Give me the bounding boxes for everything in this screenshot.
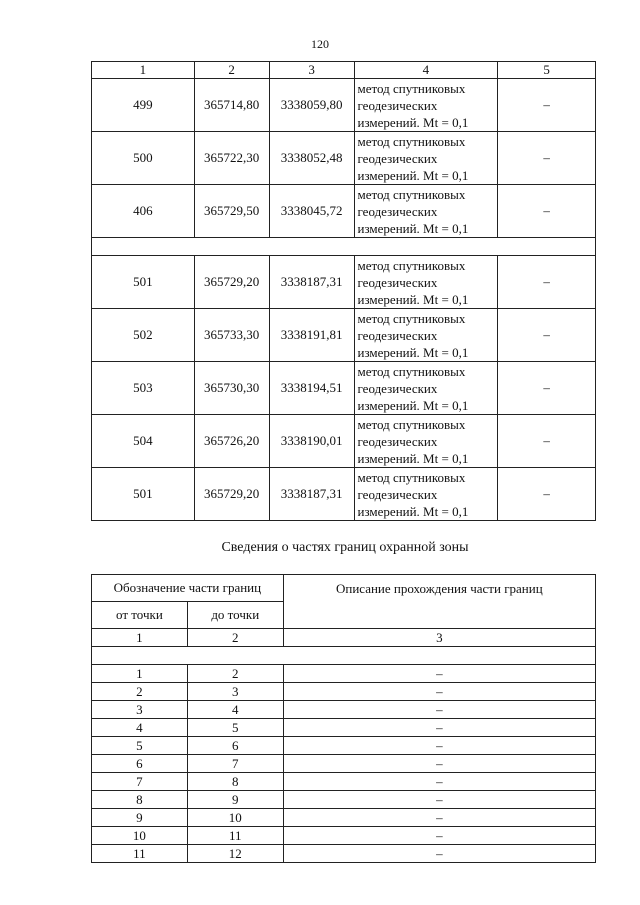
to-point: 6 [187,737,283,755]
x-coordinate: 365729,50 [194,185,269,238]
method-line: метод спутниковых [357,469,466,485]
col-header-5: 5 [498,62,596,79]
method-line: геодезических [357,274,438,290]
y-coordinate: 3338052,48 [269,132,354,185]
boundary-part-row [92,845,596,863]
point-number: 406 [92,185,195,238]
point-number: 499 [92,79,195,132]
part-description: – [283,845,595,863]
coordinate-row [92,79,596,132]
coordinate-row [92,415,596,468]
to-point: 3 [187,683,283,701]
part-description: – [283,773,595,791]
from-point: 2 [92,683,188,701]
to-point: 9 [187,791,283,809]
part-description: – [283,791,595,809]
note-cell: – [498,415,596,468]
method-cell [354,79,498,132]
boundary-part-row [92,719,596,737]
from-point: 8 [92,791,188,809]
to-point-header: до точки [187,602,283,629]
y-coordinate: 3338194,51 [269,362,354,415]
method-line: измерений. Mt = 0,1 [357,220,469,236]
x-coordinate: 365722,30 [194,132,269,185]
method-line: геодезических [357,486,438,502]
coordinate-row [92,132,596,185]
boundary-part-row [92,755,596,773]
to-point: 8 [187,773,283,791]
coordinates-table [91,61,596,521]
from-point: 9 [92,809,188,827]
method-line: геодезических [357,327,438,343]
method-cell [354,132,498,185]
col-header-3: 3 [269,62,354,79]
coordinate-row [92,185,596,238]
method-line: метод спутниковых [357,310,466,326]
to-point: 4 [187,701,283,719]
to-point: 2 [187,665,283,683]
from-point-header: от точки [92,602,188,629]
method-line: метод спутниковых [357,416,466,432]
point-number: 503 [92,362,195,415]
boundary-part-row [92,665,596,683]
from-point: 7 [92,773,188,791]
method-line: измерений. Mt = 0,1 [357,167,469,183]
x-coordinate: 365714,80 [194,79,269,132]
part-description: – [283,665,595,683]
to-point: 11 [187,827,283,845]
note-cell: – [498,79,596,132]
part-description: – [283,755,595,773]
x-coordinate: 365726,20 [194,415,269,468]
part-description: – [283,683,595,701]
boundary-part-row [92,827,596,845]
y-coordinate: 3338191,81 [269,309,354,362]
method-line: метод спутниковых [357,363,466,379]
part-description: – [283,719,595,737]
section-gap-row [92,238,596,256]
part-description: – [283,827,595,845]
boundary-part-row [92,737,596,755]
col-header-1: 1 [92,62,195,79]
col-header-4: 4 [354,62,498,79]
group-header: Обозначение части границ [92,575,284,602]
col-number-1: 1 [92,629,188,647]
from-point: 3 [92,701,188,719]
note-cell: – [498,362,596,415]
col-number-3: 3 [283,629,595,647]
method-line: геодезических [357,203,438,219]
coordinate-row [92,309,596,362]
x-coordinate: 365733,30 [194,309,269,362]
method-cell [354,415,498,468]
y-coordinate: 3338045,72 [269,185,354,238]
method-line: метод спутниковых [357,186,466,202]
method-line: измерений. Mt = 0,1 [357,397,469,413]
method-line: измерений. Mt = 0,1 [357,291,469,307]
y-coordinate: 3338187,31 [269,256,354,309]
to-point: 12 [187,845,283,863]
description-header: Описание прохождения части границ [283,575,595,629]
method-cell [354,256,498,309]
x-coordinate: 365730,30 [194,362,269,415]
method-line: геодезических [357,380,438,396]
method-cell [354,309,498,362]
method-cell [354,185,498,238]
method-line: метод спутниковых [357,133,466,149]
method-line: геодезических [357,433,438,449]
from-point: 5 [92,737,188,755]
parts-blank-row [92,647,596,665]
to-point: 7 [187,755,283,773]
point-number: 504 [92,415,195,468]
parts-header-row-1 [92,575,596,602]
x-coordinate: 365729,20 [194,256,269,309]
y-coordinate: 3338187,31 [269,468,354,521]
method-line: геодезических [357,97,438,113]
note-cell: – [498,132,596,185]
part-description: – [283,701,595,719]
boundary-part-row [92,773,596,791]
coordinates-header-row [92,62,596,79]
blank-cell [92,647,596,665]
method-line: геодезических [357,150,438,166]
coordinate-row [92,362,596,415]
point-number: 501 [92,468,195,521]
from-point: 6 [92,755,188,773]
to-point: 10 [187,809,283,827]
method-cell [354,468,498,521]
point-number: 500 [92,132,195,185]
from-point: 10 [92,827,188,845]
parts-number-row [92,629,596,647]
to-point: 5 [187,719,283,737]
boundary-part-row [92,683,596,701]
note-cell: – [498,185,596,238]
method-line: измерений. Mt = 0,1 [357,503,469,519]
boundary-parts-table [91,574,596,863]
from-point: 4 [92,719,188,737]
method-line: метод спутниковых [357,257,466,273]
point-number: 502 [92,309,195,362]
y-coordinate: 3338059,80 [269,79,354,132]
method-line: измерений. Mt = 0,1 [357,450,469,466]
boundary-part-row [92,791,596,809]
point-number: 501 [92,256,195,309]
from-point: 11 [92,845,188,863]
page-number: 120 [311,37,329,51]
col-number-2: 2 [187,629,283,647]
method-line: измерений. Mt = 0,1 [357,114,469,130]
note-cell: – [498,468,596,521]
part-description: – [283,737,595,755]
from-point: 1 [92,665,188,683]
section-title: Сведения о частях границ охранной зоны [221,540,469,555]
x-coordinate: 365729,20 [194,468,269,521]
boundary-part-row [92,809,596,827]
boundary-part-row [92,701,596,719]
method-line: метод спутниковых [357,80,466,96]
coordinate-row [92,468,596,521]
part-description: – [283,809,595,827]
col-header-2: 2 [194,62,269,79]
note-cell: – [498,309,596,362]
method-cell [354,362,498,415]
method-line: измерений. Mt = 0,1 [357,344,469,360]
gap-cell [92,238,596,256]
coordinate-row [92,256,596,309]
y-coordinate: 3338190,01 [269,415,354,468]
note-cell: – [498,256,596,309]
